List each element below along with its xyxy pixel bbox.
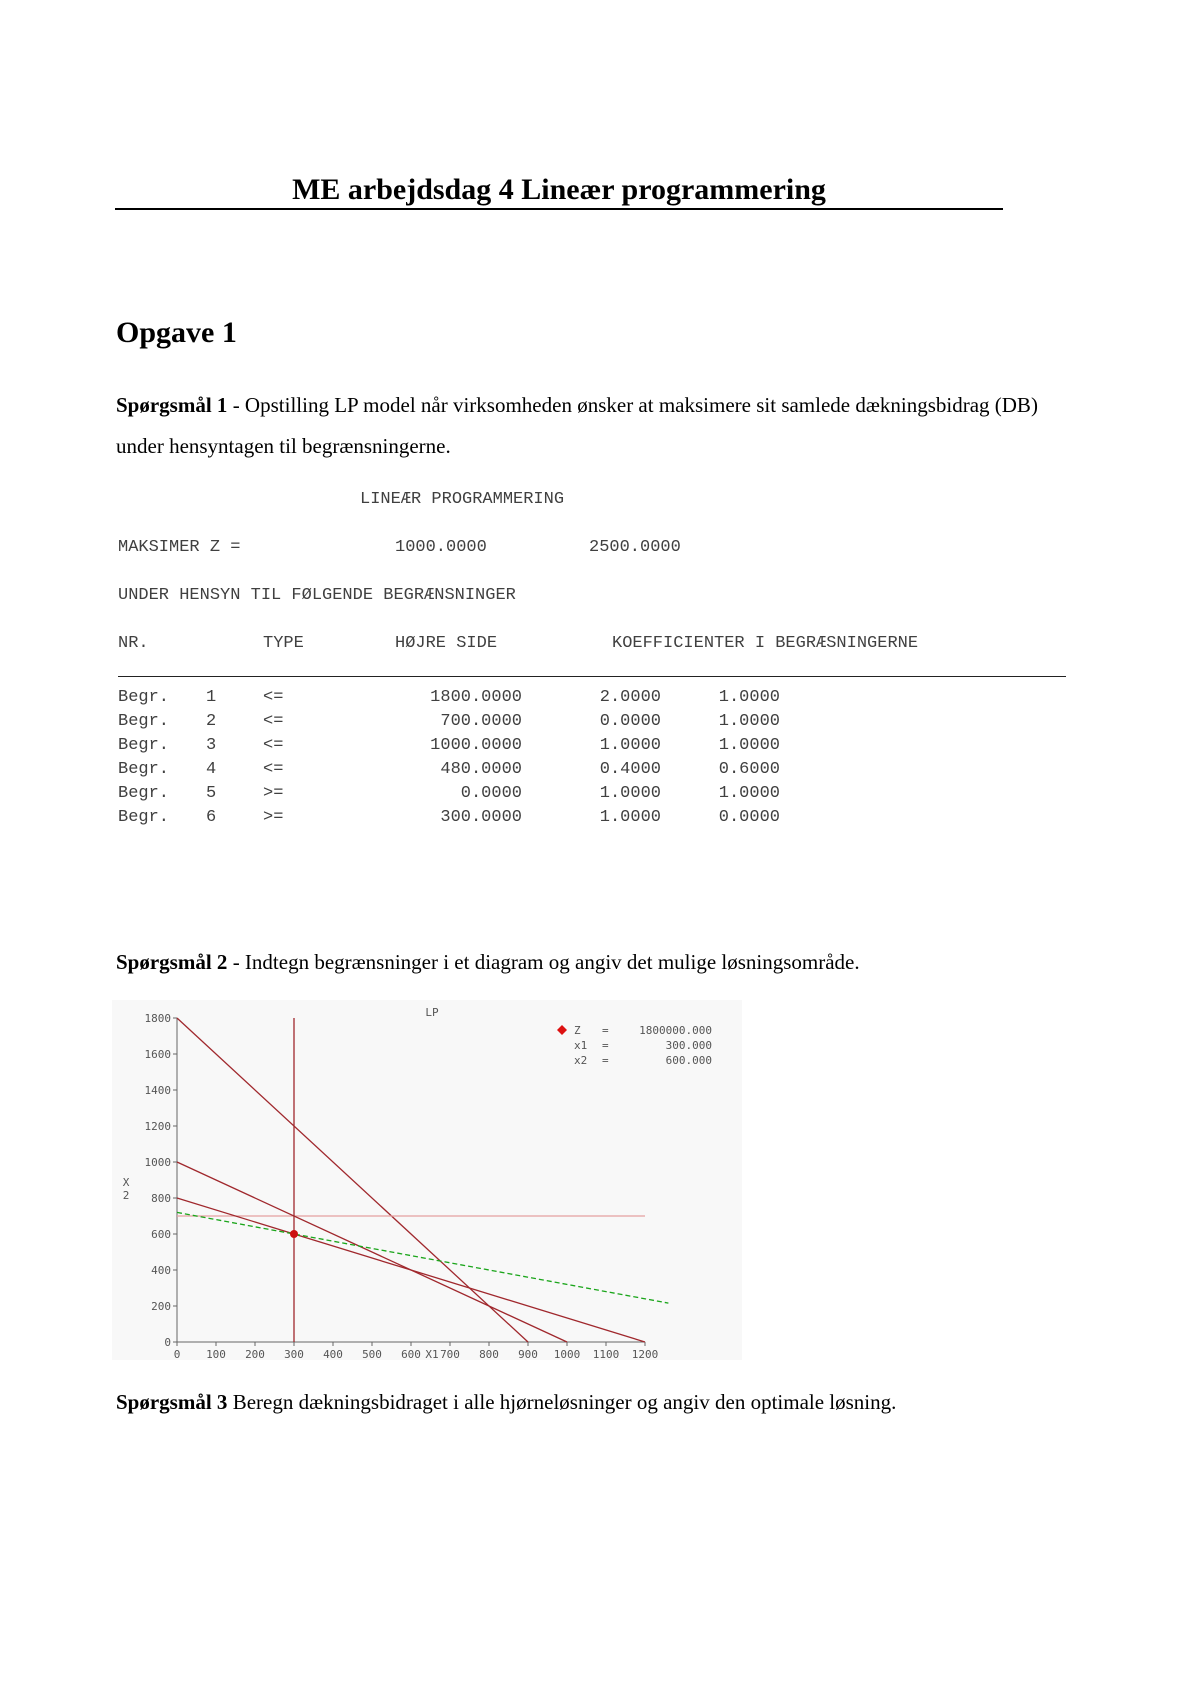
legend-value: 600.000: [665, 1054, 712, 1067]
objective-coef-2: 2500.0000: [589, 538, 681, 557]
constraint-row-1-cell-5: 2.0000: [599, 688, 661, 707]
constraint-row-4-cell-2: 4: [206, 760, 217, 779]
y-tick-label: 1400: [144, 1084, 171, 1097]
constraint-row-6-cell-1: Begr.: [118, 808, 170, 827]
constraint-row-4-cell-3: <=: [263, 760, 284, 779]
y-tick-label: 1800: [144, 1012, 171, 1025]
constraint-row-1-cell-2: 1: [206, 688, 217, 707]
x-tick-label: 600: [401, 1348, 421, 1360]
constraint-row-2-cell-1: Begr.: [118, 712, 170, 731]
x-tick-label: 800: [479, 1348, 499, 1360]
x-tick-label: 0: [173, 1348, 181, 1360]
lp-title: LINEÆR PROGRAMMERING: [360, 490, 565, 509]
question-2-text: - Indtegn begrænsninger i et diagram og angiv det mulige løsningsområde.: [227, 950, 860, 974]
y-tick-label: 0: [164, 1336, 171, 1349]
x-axis-label: X1: [425, 1348, 439, 1360]
x-tick-label: 1000: [553, 1348, 581, 1360]
header-rhs: HØJRE SIDE: [395, 634, 498, 653]
table-rule: [118, 676, 1066, 677]
constraint-row-4-cell-6: 0.6000: [718, 760, 780, 779]
constraint-row-4-cell-5: 0.4000: [599, 760, 661, 779]
document-title: ME arbejdsdag 4 Lineær programmering: [115, 172, 1003, 210]
constraint-row-5-cell-4: 0.0000: [460, 784, 522, 803]
constraint-row-2-cell-5: 0.0000: [599, 712, 661, 731]
constraint-row-6-cell-5: 1.0000: [599, 808, 661, 827]
x-tick-label: 100: [206, 1348, 226, 1360]
constraint-row-3-cell-6: 1.0000: [718, 736, 780, 755]
constraint-row-5-cell-5: 1.0000: [599, 784, 661, 803]
constraint-row-6-cell-4: 300.0000: [440, 808, 522, 827]
x-tick-label: 900: [518, 1348, 538, 1360]
constraint-row-6-cell-6: 0.0000: [718, 808, 780, 827]
x-tick-label: 400: [323, 1348, 343, 1360]
constraint-row-1-cell-4: 1800.0000: [430, 688, 522, 707]
constraint-row-1-cell-3: <=: [263, 688, 284, 707]
chart-title: LP: [425, 1006, 439, 1019]
constraint-row-2-cell-4: 700.0000: [440, 712, 522, 731]
constraint-row-2-cell-6: 1.0000: [718, 712, 780, 731]
constraint-row-5-cell-3: >=: [263, 784, 284, 803]
legend-name: x1: [574, 1039, 588, 1052]
constraint-row-6-cell-2: 6: [206, 808, 217, 827]
subject-to-label: UNDER HENSYN TIL FØLGENDE BEGRÆNSNINGER: [118, 586, 516, 605]
x-tick-label: 1200: [631, 1348, 659, 1360]
y-tick-label: 600: [151, 1228, 171, 1241]
legend-name: x2: [574, 1054, 588, 1067]
legend-value: 300.000: [665, 1039, 712, 1052]
x-tick-label: 200: [245, 1348, 265, 1360]
constraint-row-5-cell-1: Begr.: [118, 784, 170, 803]
question-1: [116, 385, 1056, 467]
constraint-row-5-cell-6: 1.0000: [718, 784, 780, 803]
x-tick-label: 700: [440, 1348, 460, 1360]
optimum-point: [290, 1230, 298, 1238]
y-tick-label: 200: [151, 1300, 171, 1313]
question-3-label: Spørgsmål 3: [116, 1390, 228, 1414]
y-axis-label: 2: [122, 1189, 130, 1202]
constraint-row-3-cell-1: Begr.: [118, 736, 170, 755]
section-heading: Opgave 1: [116, 316, 237, 349]
lp-chart: [112, 1000, 742, 1360]
constraint-row-4-cell-4: 480.0000: [440, 760, 522, 779]
header-type: TYPE: [263, 634, 304, 653]
legend-eq: =: [602, 1024, 609, 1037]
constraint-row-1-cell-6: 1.0000: [718, 688, 780, 707]
y-tick-label: 1600: [144, 1048, 171, 1061]
x-tick-label: 300: [284, 1348, 304, 1360]
question-1-text: - Opstilling LP model når virksomheden ønsker at maksimere sit samlede dækningsbidrag (DB) under hensyntagen til begrænsningerne.: [116, 393, 1038, 458]
legend-eq: =: [602, 1039, 609, 1052]
constraint-row-3-cell-2: 3: [206, 736, 217, 755]
header-coefficients: KOEFFICIENTER I BEGRÆSNINGERNE: [612, 634, 919, 653]
chart-background: [112, 1000, 742, 1360]
constraint-row-4-cell-1: Begr.: [118, 760, 170, 779]
constraint-row-1-cell-1: Begr.: [118, 688, 170, 707]
y-tick-label: 1000: [144, 1156, 171, 1169]
objective-coef-1: 1000.0000: [395, 538, 487, 557]
objective-label: MAKSIMER Z =: [118, 538, 241, 557]
constraint-row-3-cell-5: 1.0000: [599, 736, 661, 755]
constraint-row-6-cell-3: >=: [263, 808, 284, 827]
y-tick-label: 1200: [144, 1120, 171, 1133]
y-tick-label: 800: [151, 1192, 171, 1205]
legend-name: Z: [574, 1024, 581, 1037]
constraint-row-3-cell-4: 1000.0000: [430, 736, 522, 755]
question-2-label: Spørgsmål 2: [116, 950, 228, 974]
question-3: [116, 1382, 1056, 1423]
header-nr: NR.: [118, 634, 149, 653]
question-2: [116, 942, 1056, 983]
constraint-row-2-cell-2: 2: [206, 712, 217, 731]
legend-value: 1800000.000: [639, 1024, 712, 1037]
constraint-row-2-cell-3: <=: [263, 712, 284, 731]
y-axis-label: X: [122, 1176, 130, 1189]
y-tick-label: 400: [151, 1264, 171, 1277]
legend-eq: =: [602, 1054, 609, 1067]
x-tick-label: 1100: [592, 1348, 620, 1360]
constraint-row-3-cell-3: <=: [263, 736, 284, 755]
question-3-text: Beregn dækningsbidraget i alle hjørneløsninger og angiv den optimale løsning.: [227, 1390, 897, 1414]
x-tick-label: 500: [362, 1348, 382, 1360]
constraint-row-5-cell-2: 5: [206, 784, 217, 803]
question-1-label: Spørgsmål 1: [116, 393, 228, 417]
